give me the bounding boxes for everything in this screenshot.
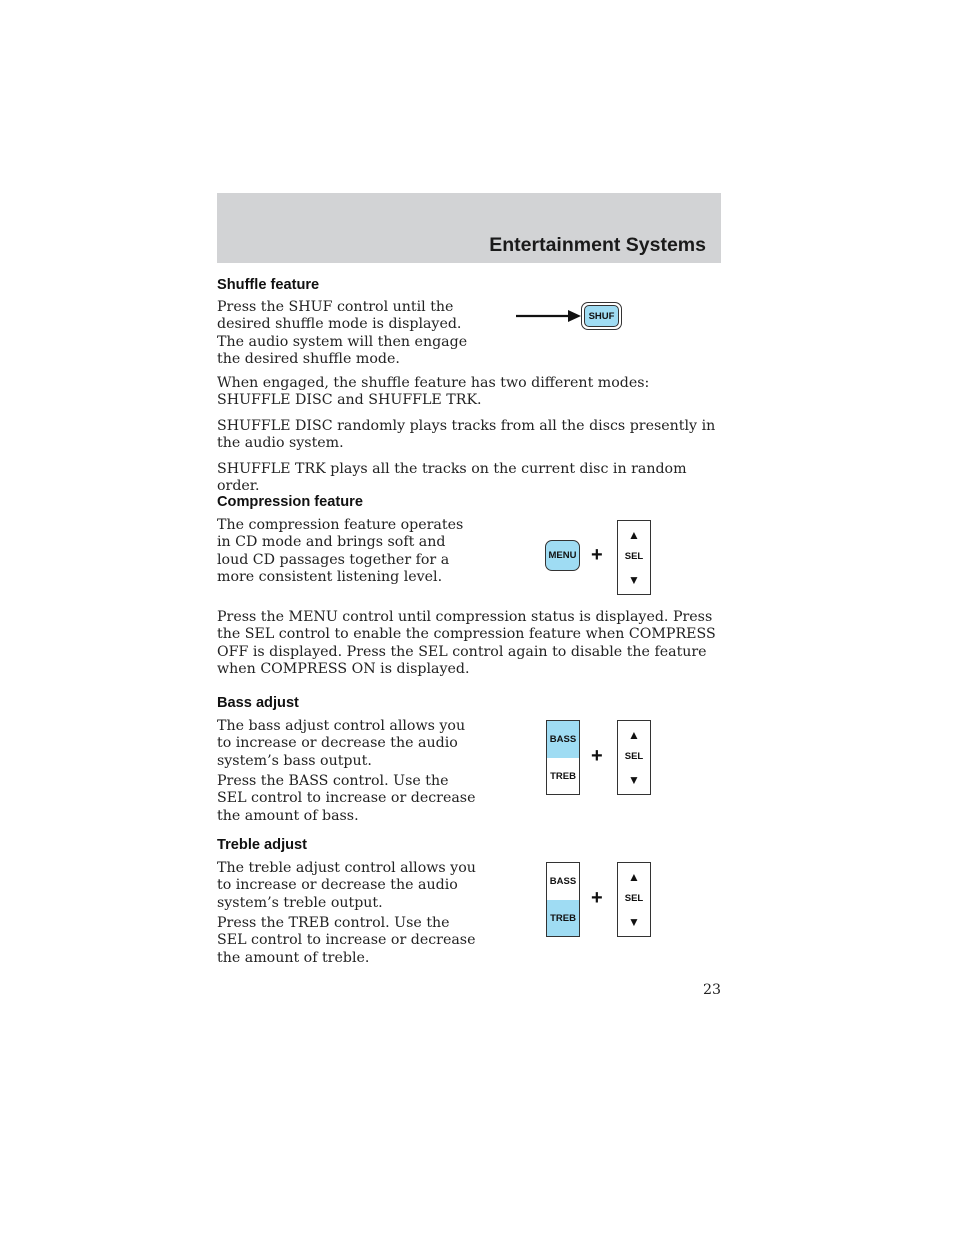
up-arrow-icon[interactable]: ▲: [628, 728, 640, 742]
plus-sign: +: [591, 544, 603, 566]
down-arrow-icon[interactable]: ▼: [628, 573, 640, 587]
bass-intro: The bass adjust control allows you to increase or decrease the audio system’s bass output.: [217, 718, 466, 769]
page-number: 23: [702, 982, 721, 998]
bass-button[interactable]: BASS: [547, 721, 579, 758]
plus-sign: +: [591, 887, 603, 909]
arrow-right-icon: [514, 306, 582, 326]
plus-sign: +: [591, 745, 603, 767]
bass-treb-control[interactable]: [546, 720, 580, 795]
up-arrow-icon[interactable]: ▲: [628, 528, 640, 542]
sel-label: SEL: [624, 551, 644, 562]
bass-button[interactable]: BASS: [549, 876, 577, 887]
shuffle-disc-text: SHUFFLE DISC randomly plays tracks from all the discs presently in the audio system.: [217, 418, 716, 452]
sel-label: SEL: [624, 893, 644, 904]
down-arrow-icon[interactable]: ▼: [628, 773, 640, 787]
shuffle-heading: Shuffle feature: [217, 277, 320, 293]
sel-control[interactable]: [617, 862, 651, 937]
sel-control[interactable]: [617, 520, 651, 595]
treb-button[interactable]: TREB: [550, 771, 576, 782]
shuffle-intro: Press the SHUF control until the desired shuffle mode is displayed. The audio system will then engage the desired shuffle mode.: [217, 299, 468, 368]
shuf-button-label: SHUF: [584, 305, 619, 327]
menu-button[interactable]: MENU: [545, 540, 580, 571]
sel-control[interactable]: [617, 720, 651, 795]
shuf-button[interactable]: [581, 302, 622, 330]
page-title: Entertainment Systems: [489, 234, 706, 256]
treble-heading: Treble adjust: [217, 837, 308, 853]
bass-treb-control[interactable]: [546, 862, 580, 937]
treble-instructions: Press the TREB control. Use the SEL control to increase or decrease the amount of treble.: [217, 915, 476, 966]
shuffle-modes-text: When engaged, the shuffle feature has two different modes: SHUFFLE DISC and SHUFFLE TRK.: [217, 375, 650, 409]
treb-button[interactable]: TREB: [547, 900, 579, 937]
bass-heading: Bass adjust: [217, 695, 299, 711]
sel-label: SEL: [624, 751, 644, 762]
compression-intro: The compression feature operates in CD mode and brings soft and loud CD passages together for a more consistent listening level.: [217, 517, 464, 586]
shuffle-trk-text: SHUFFLE TRK plays all the tracks on the current disc in random order.: [217, 461, 687, 495]
compression-instructions: Press the MENU control until compression status is displayed. Press the SEL control to enable the compression feature when COMPRESS OFF is displayed. Press the SEL control again to disable the feature when COMPRESS ON is displayed.: [217, 609, 716, 678]
compression-heading: Compression feature: [217, 494, 363, 510]
treble-intro: The treble adjust control allows you to increase or decrease the audio system’s treble output.: [217, 860, 476, 911]
down-arrow-icon[interactable]: ▼: [628, 915, 640, 929]
bass-instructions: Press the BASS control. Use the SEL control to increase or decrease the amount of bass.: [217, 773, 476, 824]
header-band: [217, 193, 721, 263]
up-arrow-icon[interactable]: ▲: [628, 870, 640, 884]
